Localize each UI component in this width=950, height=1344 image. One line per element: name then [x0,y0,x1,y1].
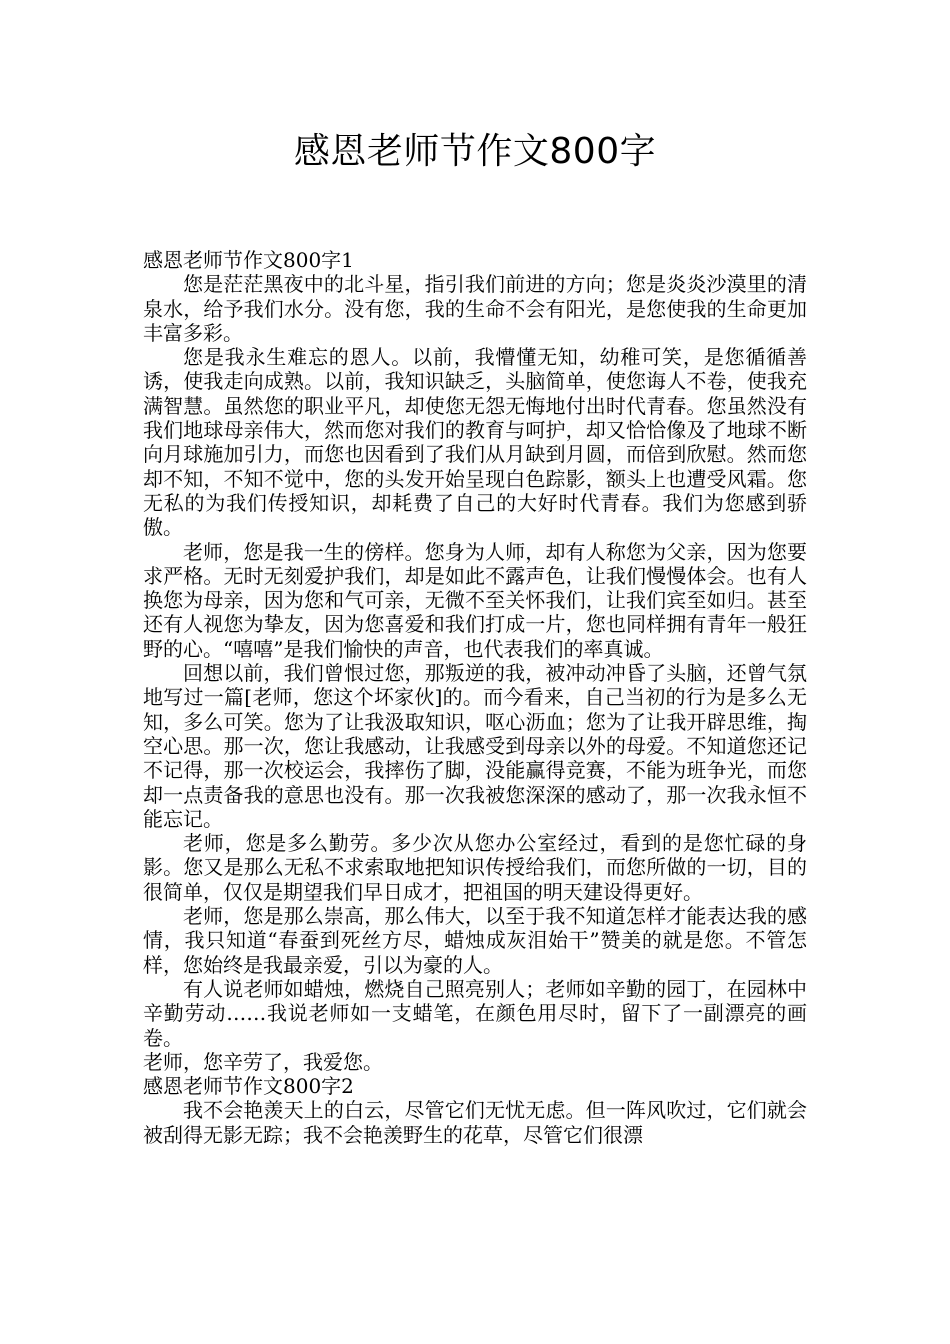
paragraph: 您是我永生难忘的恩人。以前，我懵懂无知，幼稚可笑，是您循循善诱，使我走向成熟。以前，我知识缺乏，头脑简单，使您诲人不卷，使我充满智慧。虽然您的职业平凡，却使您无怨无悔地付出时代青春。您虽然没有我们地球母亲伟大，然而您对我们的教育与呵护，却又恰恰像及了地球不断向月球施加引力，而您也因看到了我们从月缺到月圆，而倍到欣慰。然而您却不知，不知不觉中，您的头发开始呈现白色踪影，额头上也遭受风霜。您无私的为我们传授知识，却耗费了自己的大好时代青春。我们为您感到骄傲。 [143,345,807,540]
paragraph: 您是茫茫黑夜中的北斗星，指引我们前进的方向；您是炎炎沙漠里的清泉水，给予我们水分。没有您，我的生命不会有阳光，是您使我的生命更加丰富多彩。 [143,272,807,345]
document-title: 感恩老师节作文800字 [293,131,657,172]
essay-body [143,248,807,1147]
essay-heading: 感恩老师节作文800字1 [143,248,354,272]
paragraph: 老师，您是多么勤劳。多少次从您办公室经过，看到的是您忙碌的身影。您又是那么无私不求索取地把知识传授给我们，而您所做的一切，目的很简单，仅仅是期望我们早日成才，把祖国的明天建设得更好。 [143,831,807,904]
closing-line: 老师，您辛劳了，我爱您。 [143,1049,383,1074]
essay-heading: 感恩老师节作文800字2 [143,1074,354,1099]
paragraph: 我不会艳羡天上的白云，尽管它们无忧无虑。但一阵风吹过，它们就会被刮得无影无踪；我不会艳羡野生的花草，尽管它们很漂 [143,1098,807,1147]
paragraph: 回想以前，我们曾恨过您，那叛逆的我，被冲动冲昏了头脑，还曾气氛地写过一篇[老师，您这个坏家伙]的。而今看来，自己当初的行为是多么无知，多么可笑。您为了让我汲取知识，呕心沥血；您为了让我开辟思维，掏空心思。那一次，您让我感动，让我感受到母亲以外的母爱。不知道您还记不记得，那一次校运会，我摔伤了脚，没能赢得竞赛，不能为班争光，而您却一点责备我的意思也没有。那一次我被您深深的感动了，那一次我永恒不能忘记。 [143,661,807,831]
paragraph: 老师，您是我一生的傍样。您身为人师，却有人称您为父亲，因为您要求严格。无时无刻爱护我们，却是如此不露声色，让我们慢慢体会。也有人换您为母亲，因为您和气可亲，无微不至关怀我们，让我们宾至如归。甚至还有人视您为挚友，因为您喜爱和我们打成一片，您也同样拥有青年一般狂野的心。“嘻嘻”是我们愉快的声音，也代表我们的率真诚。 [143,539,807,661]
paragraph: 有人说老师如蜡烛，燃烧自己照亮别人；老师如辛勤的园丁，在园林中辛勤劳动……我说老师如一支蜡笔，在颜色用尽时，留下了一副漂亮的画卷。 [143,976,807,1050]
paragraph: 老师，您是那么崇高，那么伟大，以至于我不知道怎样才能表达我的感情，我只知道“春蚕到死丝方尽，蜡烛成灰泪始干”赞美的就是您。不管怎样，您始终是我最亲爱，引以为豪的人。 [143,904,807,977]
